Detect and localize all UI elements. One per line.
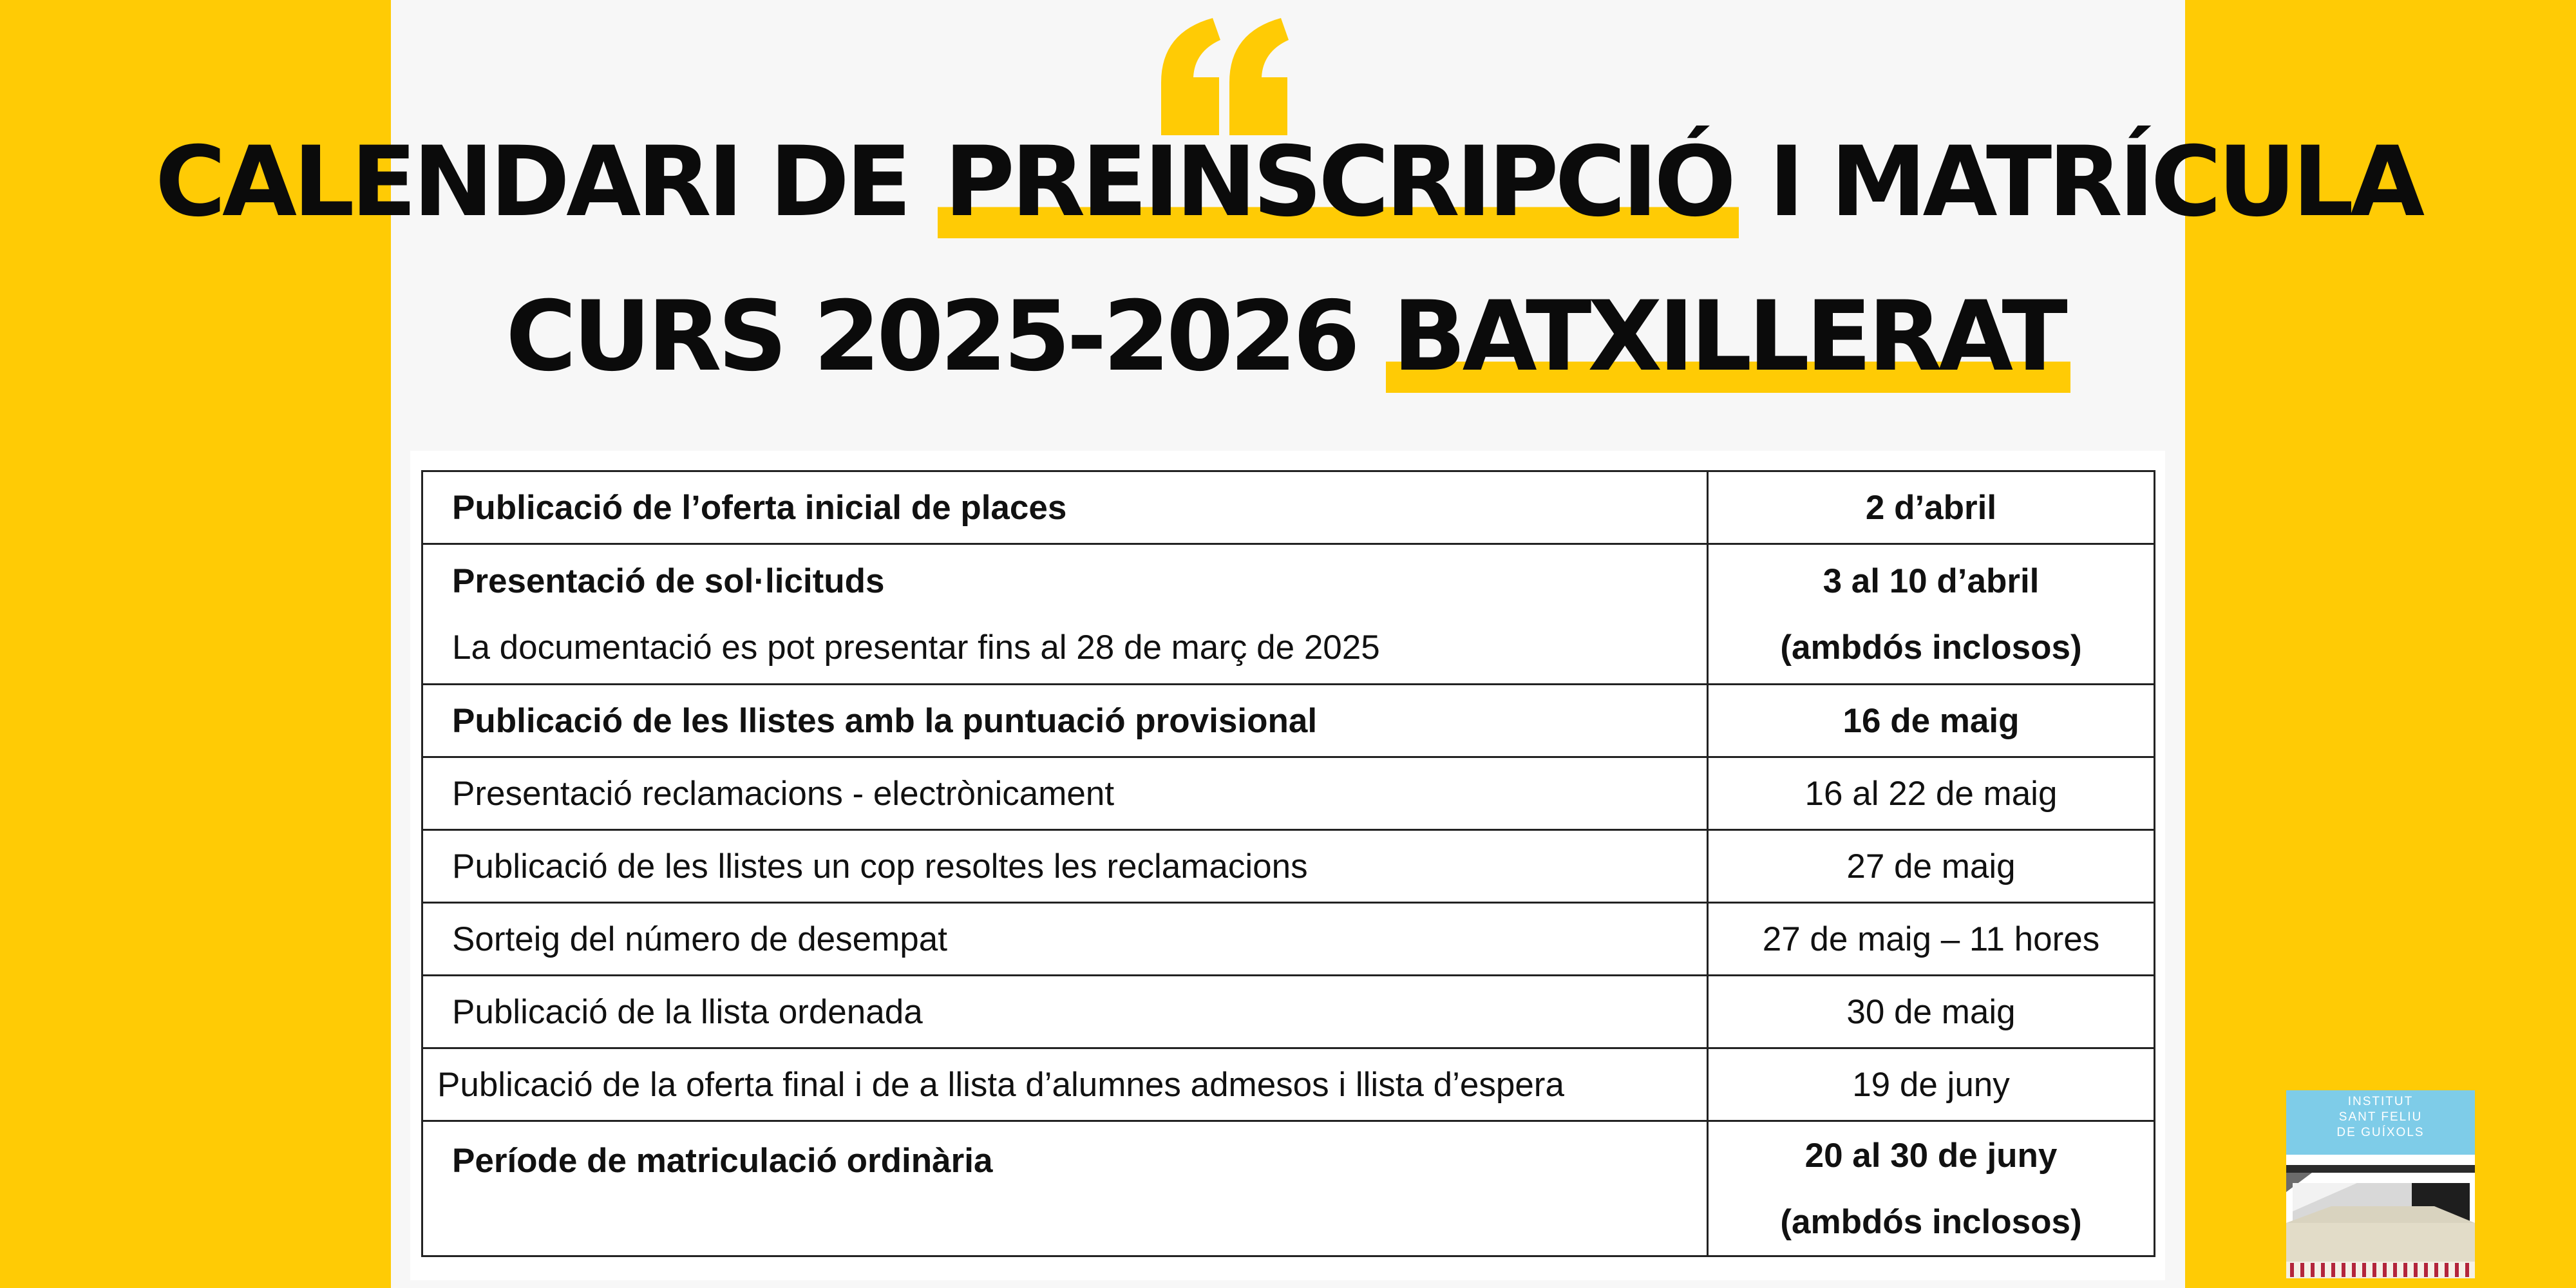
table-row [422, 830, 2155, 903]
row-description: Període de matriculació ordinària [422, 1121, 1708, 1256]
table-row [422, 757, 2155, 830]
row-description: Presentació de sol·licituds [452, 562, 885, 600]
row-date-note: (ambdós inclosos) [1780, 628, 2082, 667]
table-row [422, 544, 2155, 685]
row-date: 27 de maig [1708, 830, 2155, 903]
row-date-note: (ambdós inclosos) [1780, 1202, 2082, 1241]
row-date: 30 de maig [1708, 976, 2155, 1048]
row-date: 19 de juny [1708, 1048, 2155, 1121]
row-date: 27 de maig – 11 hores [1708, 903, 2155, 976]
table-row [422, 1048, 2155, 1121]
logo-text-line-1: INSTITUT [2347, 1095, 2414, 1108]
quote-mark-icon [1156, 13, 1291, 135]
calendar-table-card [410, 451, 2165, 1280]
row-note: La documentació es pot presentar fins al 28 de març de 2025 [452, 628, 1380, 667]
building-illustration [2286, 1155, 2475, 1278]
page-title-line-1 [0, 118, 2576, 247]
title-text-1c: I MATRÍCULA [1738, 126, 2421, 238]
logo-text-line-2: SANT FELIU [2338, 1110, 2423, 1124]
calendar-table [421, 470, 2155, 1257]
title-text-2a: CURS 2025-2026 [506, 281, 1387, 393]
table-row [422, 976, 2155, 1048]
row-date-cell [1708, 544, 2155, 685]
table-row [422, 903, 2155, 976]
row-description: Presentació reclamacions - electrònicament [422, 757, 1708, 830]
row-date: 16 de maig [1708, 685, 2155, 757]
row-date: 20 al 30 de juny [1804, 1136, 2058, 1175]
row-date: 16 al 22 de maig [1708, 757, 2155, 830]
row-description: Publicació de l’oferta inicial de places [422, 471, 1708, 544]
table-row [422, 685, 2155, 757]
logo-text-line-3: DE GUÍXOLS [2336, 1126, 2425, 1139]
school-logo [2286, 1090, 2475, 1278]
title-text-1a: CALENDARI DE [155, 126, 938, 238]
page-title-line-2 [0, 272, 2576, 401]
title-highlight-preinscripcio: PREINSCRIPCIÓ [938, 126, 1739, 238]
row-description-cell [422, 544, 1708, 685]
row-description: Publicació de les llistes un cop resoltes les reclamacions [422, 830, 1708, 903]
row-description: Publicació de les llistes amb la puntuació provisional [422, 685, 1708, 757]
row-description: Publicació de la oferta final i de a llista d’alumnes admesos i llista d’espera [422, 1048, 1708, 1121]
row-description: Sorteig del número de desempat [422, 903, 1708, 976]
row-date: 3 al 10 d’abril [1823, 562, 2040, 600]
row-description: Publicació de la llista ordenada [422, 976, 1708, 1048]
row-date: 2 d’abril [1708, 471, 2155, 544]
table-row [422, 1121, 2155, 1256]
title-highlight-batxillerat: BATXILLERAT [1386, 281, 2070, 393]
row-date-cell [1708, 1121, 2155, 1256]
table-row [422, 471, 2155, 544]
